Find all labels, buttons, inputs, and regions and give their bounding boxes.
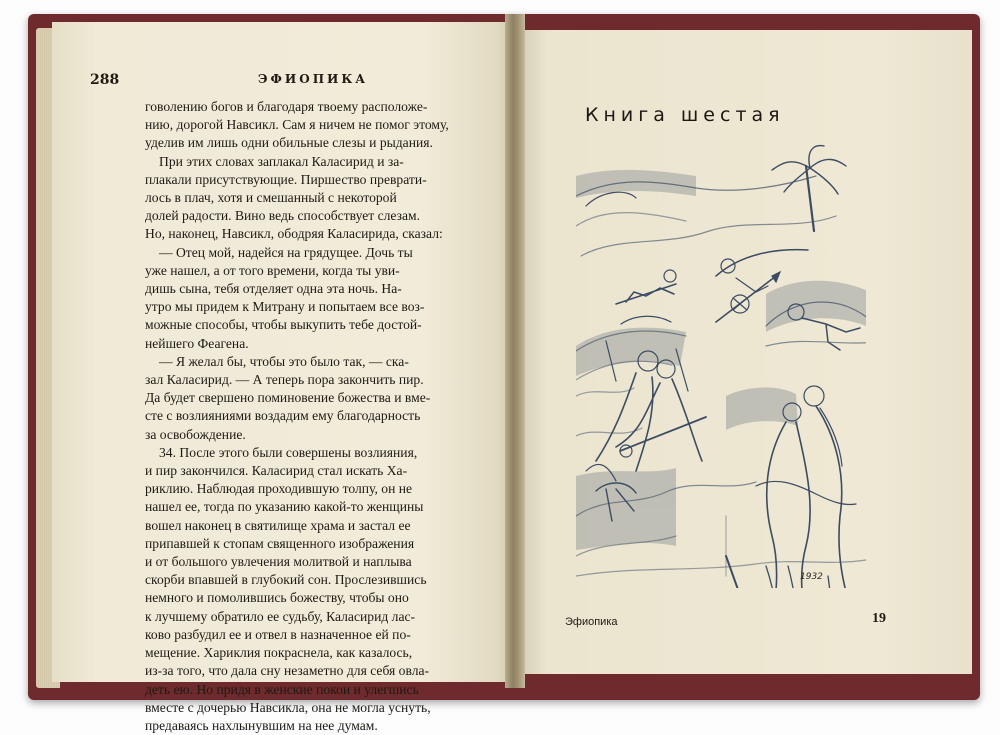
text-line: немного и помолившись божеству, чтобы оно: [145, 590, 409, 606]
illustration-signature: 1932: [800, 572, 823, 582]
text-line: зал Каласирид. — А теперь пора закончить пир.: [145, 372, 424, 388]
text-line: 34. После этого были совершены возлияния,: [159, 444, 418, 460]
text-line: Да будет свершено поминовение божества и вме-: [145, 390, 431, 406]
text-line: и пир закончился. Каласирид стал искать Ха-: [145, 463, 408, 479]
left-page-text: [145, 98, 467, 735]
text-line: дишь сына, тебя отделяет одна эта ночь. На-: [145, 281, 402, 297]
book-spine: [505, 14, 525, 688]
text-line: и от большого увлечения молитвой и наплыва: [145, 554, 412, 570]
footer-title: Эфиопика: [565, 616, 618, 628]
chapter-heading: Книга шестая: [585, 104, 785, 126]
text-line: При этих словах заплакал Каласирид и за-: [159, 153, 404, 169]
text-line: к лучшему обратило ее судьбу, Каласирид лас-: [145, 608, 416, 624]
text-line: предаваясь нахлынувшим на нее думам.: [145, 717, 378, 733]
text-line: сте с возлияниями воздадим ему благодарность: [145, 408, 421, 424]
text-line: нашел ее, тогда по указанию какой-то женщины: [145, 499, 424, 515]
text-line: — Я желал бы, чтобы это было так, — ска-: [159, 353, 409, 369]
text-line: плакали присутствующие. Пиршество преврати-: [145, 171, 427, 187]
text-line: вместе с дочерью Навсикла, она не могла уснуть,: [145, 699, 431, 715]
text-line: долей радости. Вино ведь способствует слезам.: [145, 208, 421, 224]
right-page-number: 19: [872, 611, 886, 626]
text-line: ково разбудил ее и отвел в назначенное ей по-: [145, 626, 411, 642]
text-line: деть ею. Но придя в женские покои и улегшись: [145, 681, 419, 697]
text-line: уделив им лишь одни обильные слезы и рыдания.: [145, 135, 433, 151]
text-line: нию, дорогой Навсикл. Сам я ничем не помог этому,: [145, 117, 449, 133]
text-line: Но, наконец, Навсикл, ободряя Каласирида, сказал:: [145, 226, 443, 242]
text-line: уже нашел, а от того времени, когда ты уви-: [145, 262, 400, 278]
text-line: — Отец мой, надейся на грядущее. Дочь ты: [159, 244, 413, 260]
text-line: риклию. Наблюдая проходившую толпу, он не: [145, 481, 413, 497]
left-page-number: 288: [90, 72, 120, 88]
text-line: за освобождение.: [145, 426, 246, 442]
text-line: мещение. Хариклия покраснела, как казалось,: [145, 645, 413, 661]
text-line: вошел наконец в святилище храма и застал ее: [145, 517, 411, 533]
text-line: из-за того, что дала сну незаметно для себя овла-: [145, 663, 430, 679]
text-line: можные способы, чтобы выкупить тебе достой-: [145, 317, 422, 333]
text-line: припавшей к стопам священного изображения: [145, 535, 415, 551]
text-line: говолению богов и благодаря твоему расположе-: [145, 99, 428, 114]
text-line: лось в плач, хотя и смешанный с некоторой: [145, 190, 397, 206]
illustration: [576, 136, 866, 588]
text-line: скорби впавшей в глубокий сон. Прослезившись: [145, 572, 427, 588]
running-title: ЭФИОПИКА: [258, 72, 369, 86]
text-line: нейшего Феагена.: [145, 335, 249, 351]
text-line: утро мы придем к Митрану и попытаем все воз-: [145, 299, 425, 315]
